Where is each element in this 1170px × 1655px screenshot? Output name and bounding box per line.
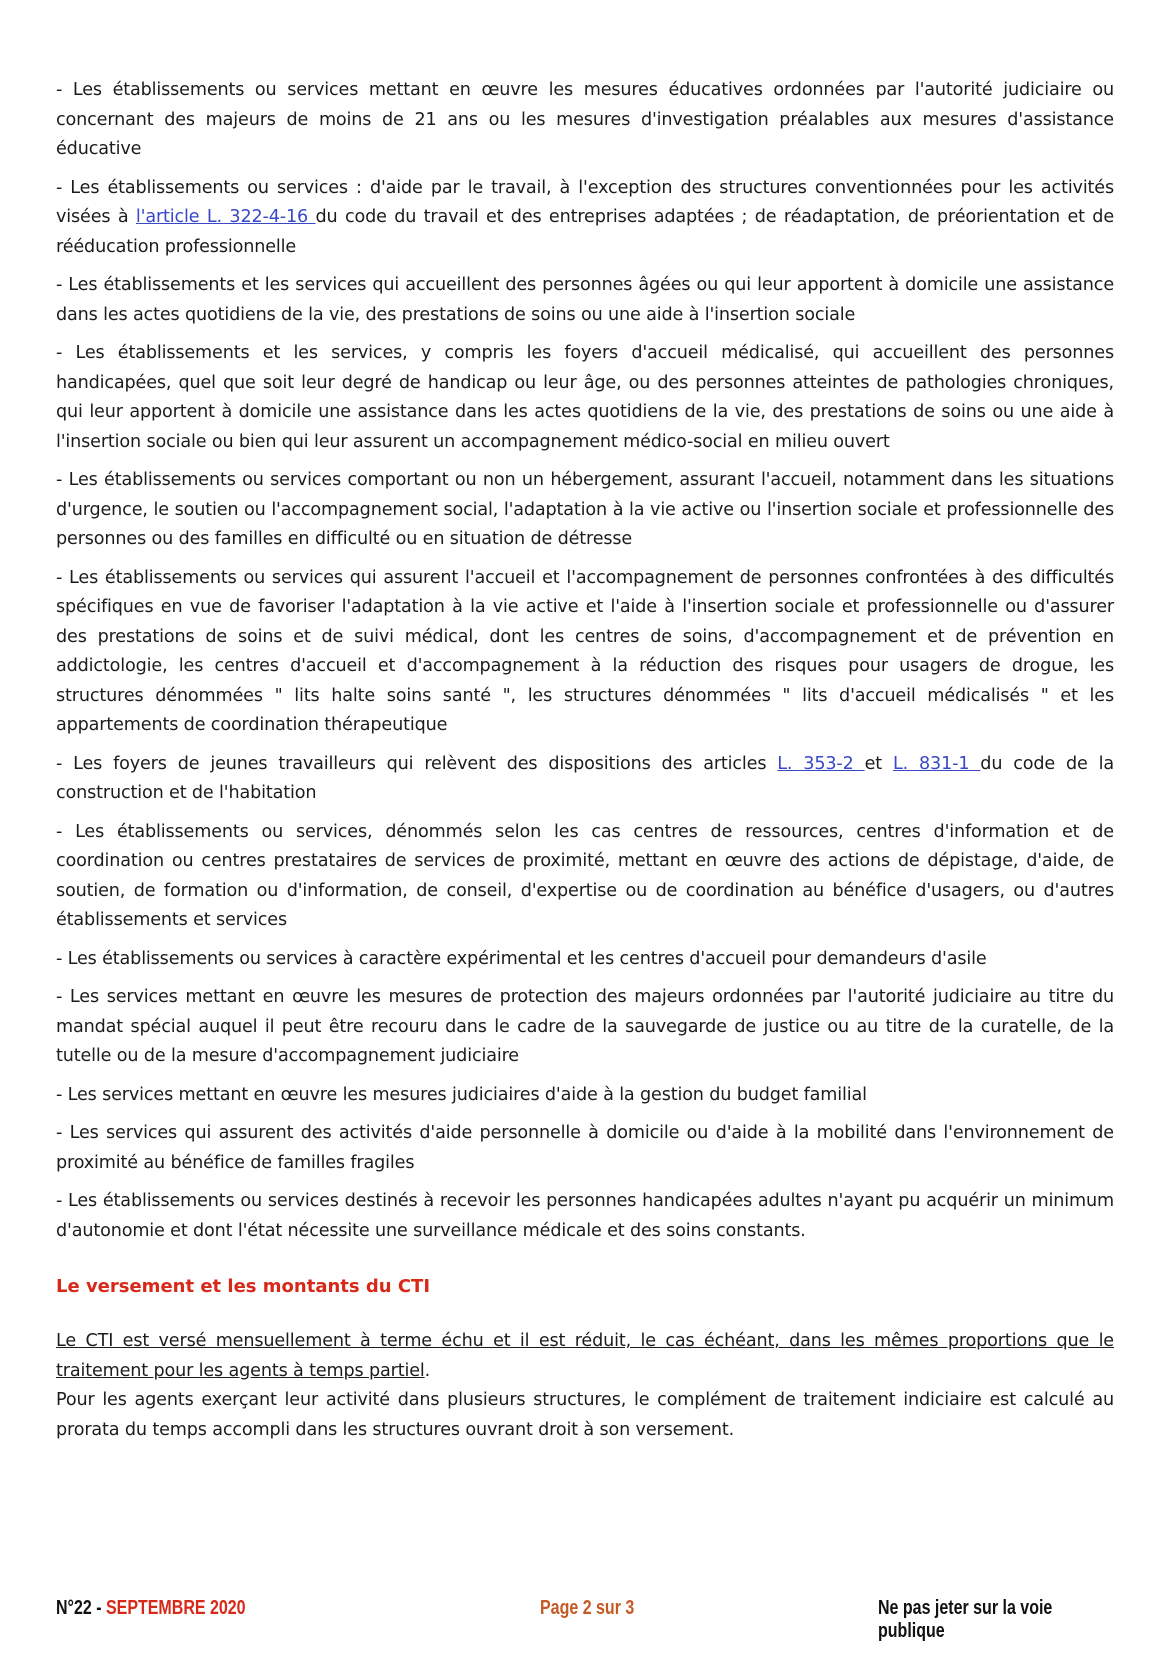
list-item: - Les établissements ou services destinés à recevoir les personnes handicapées adultes n'ayant pu acquérir un minimum d'autonomie et dont l'état nécessite une surveillance médicale et des soins constants. <box>56 1191 1114 1241</box>
issue-number: N°22 - <box>56 1597 106 1619</box>
list-item: - Les établissements ou services qui assurent l'accueil et l'accompagnement de personnes confrontées à des difficultés spécifiques en vue de favoriser l'adaptation à la vie active et l'aide à l'insertion sociale et professionnelle ou d'assurer des prestations de soins et de suivi médical, dont les centres de soins, d'accompagnement et de prévention en addictologie, les centres d'accueil et d'accompagnement à la réduction des risques pour usagers de drogue, les structures dénommées " lits halte soins santé ", les structures dénommées " lits d'accueil médicalisés " et les appartements de coordination thérapeutique <box>56 567 1114 735</box>
list-item: - Les services mettant en œuvre les mesures judiciaires d'aide à la gestion du budget familial <box>56 1084 867 1105</box>
punctuation: . <box>424 1360 431 1381</box>
list-item-text: et <box>864 753 893 774</box>
document-body <box>56 76 1114 1454</box>
list-item-text: - Les foyers de jeunes travailleurs qui relèvent des dispositions des articles <box>56 753 778 774</box>
footer-page-number: Page 2 sur 3 <box>540 1597 635 1619</box>
underlined-statement: Le CTI est versé mensuellement à terme échu et il est réduit, le cas échéant, dans les mêmes proportions que le traitement pour les agents à temps partiel <box>56 1331 1114 1381</box>
list-item: - Les établissements ou services à caractère expérimental et les centres d'accueil pour demandeurs d'asile <box>56 948 987 969</box>
footer-issue <box>56 1597 246 1620</box>
list-item-text: - Les établissements ou services : d'aide par le travail, à l'exception des structures conventionnées pour les activités visées à <box>56 177 1114 227</box>
list-item: - Les établissements et les services, y compris les foyers d'accueil médicalisé, qui accueillent des personnes handicapées, quel que soit leur degré de handicap ou leur âge, ou des personnes atteintes de pathologies chroniques, qui leur apportent à domicile une assistance dans les actes quotidiens de la vie, des prestations de soins ou une aide à l'insertion sociale ou bien qui leur assurent un accompagnement médico-social en milieu ouvert <box>56 343 1114 452</box>
list-item-text: du code du travail et des entreprises adaptées ; de réadaptation, de préorientation et de rééducation professionnelle <box>56 207 1114 257</box>
list-item <box>56 174 1114 263</box>
list-item: - Les établissements et les services qui accueillent des personnes âgées ou qui leur apportent à domicile une assistance dans les actes quotidiens de la vie, des prestations de soins ou une aide à l'insertion sociale <box>56 275 1114 325</box>
article-link-l831-1[interactable]: L. 831-1 <box>892 753 981 774</box>
article-link-l322-4-16[interactable]: l'article L. 322-4-16 <box>135 207 316 227</box>
list-item: - Les établissements ou services mettant en œuvre les mesures éducatives ordonnées par l'autorité judiciaire ou concernant des majeurs de moins de 21 ans ou les mesures d'investigation préalables aux mesures d'assistance éducative <box>56 80 1114 159</box>
list-item <box>56 750 1114 809</box>
list-item: - Les services qui assurent des activités d'aide personnelle à domicile ou d'aide à la mobilité dans l'environnement de proximité au bénéfice de familles fragiles <box>56 1123 1114 1173</box>
section-paragraph: Pour les agents exerçant leur activité dans plusieurs structures, le complément de traitement indiciaire est calculé au prorata du temps accompli dans les structures ouvrant droit à son versement. <box>56 1390 1114 1440</box>
issue-date: SEPTEMBRE 2020 <box>105 1597 246 1619</box>
list-item: - Les services mettant en œuvre les mesures de protection des majeurs ordonnées par l'autorité judiciaire au titre du mandat spécial auquel il peut être recouru dans le cadre de la sauvegarde de justice ou au titre de la curatelle, de la tutelle ou de la mesure d'accompagnement judiciaire <box>56 987 1114 1066</box>
list-item: - Les établissements ou services comportant ou non un hébergement, assurant l'accueil, notamment dans les situations d'urgence, le soutien ou l'accompagnement social, l'adaptation à la vie active ou l'insertion sociale et professionnelle des personnes ou des familles en difficulté ou en situation de détresse <box>56 470 1114 549</box>
list-item-text: du code de la construction et de l'habitation <box>56 753 1114 803</box>
footer-notice: Ne pas jeter sur la voie publique <box>878 1597 1053 1642</box>
article-link-l353-2[interactable]: L. 353-2 <box>777 753 865 774</box>
section-paragraph <box>56 1327 1114 1386</box>
section-heading: Le versement et les montants du CTI <box>56 1276 431 1297</box>
list-item: - Les établissements ou services, dénommés selon les cas centres de ressources, centres d'information et de coordination ou centres prestataires de services de proximité, mettant en œuvre des actions de dépistage, d'aide, de soutien, de formation ou d'information, de conseil, d'expertise ou de coordination au bénéfice d'usagers, ou d'autres établissements et services <box>56 821 1114 930</box>
